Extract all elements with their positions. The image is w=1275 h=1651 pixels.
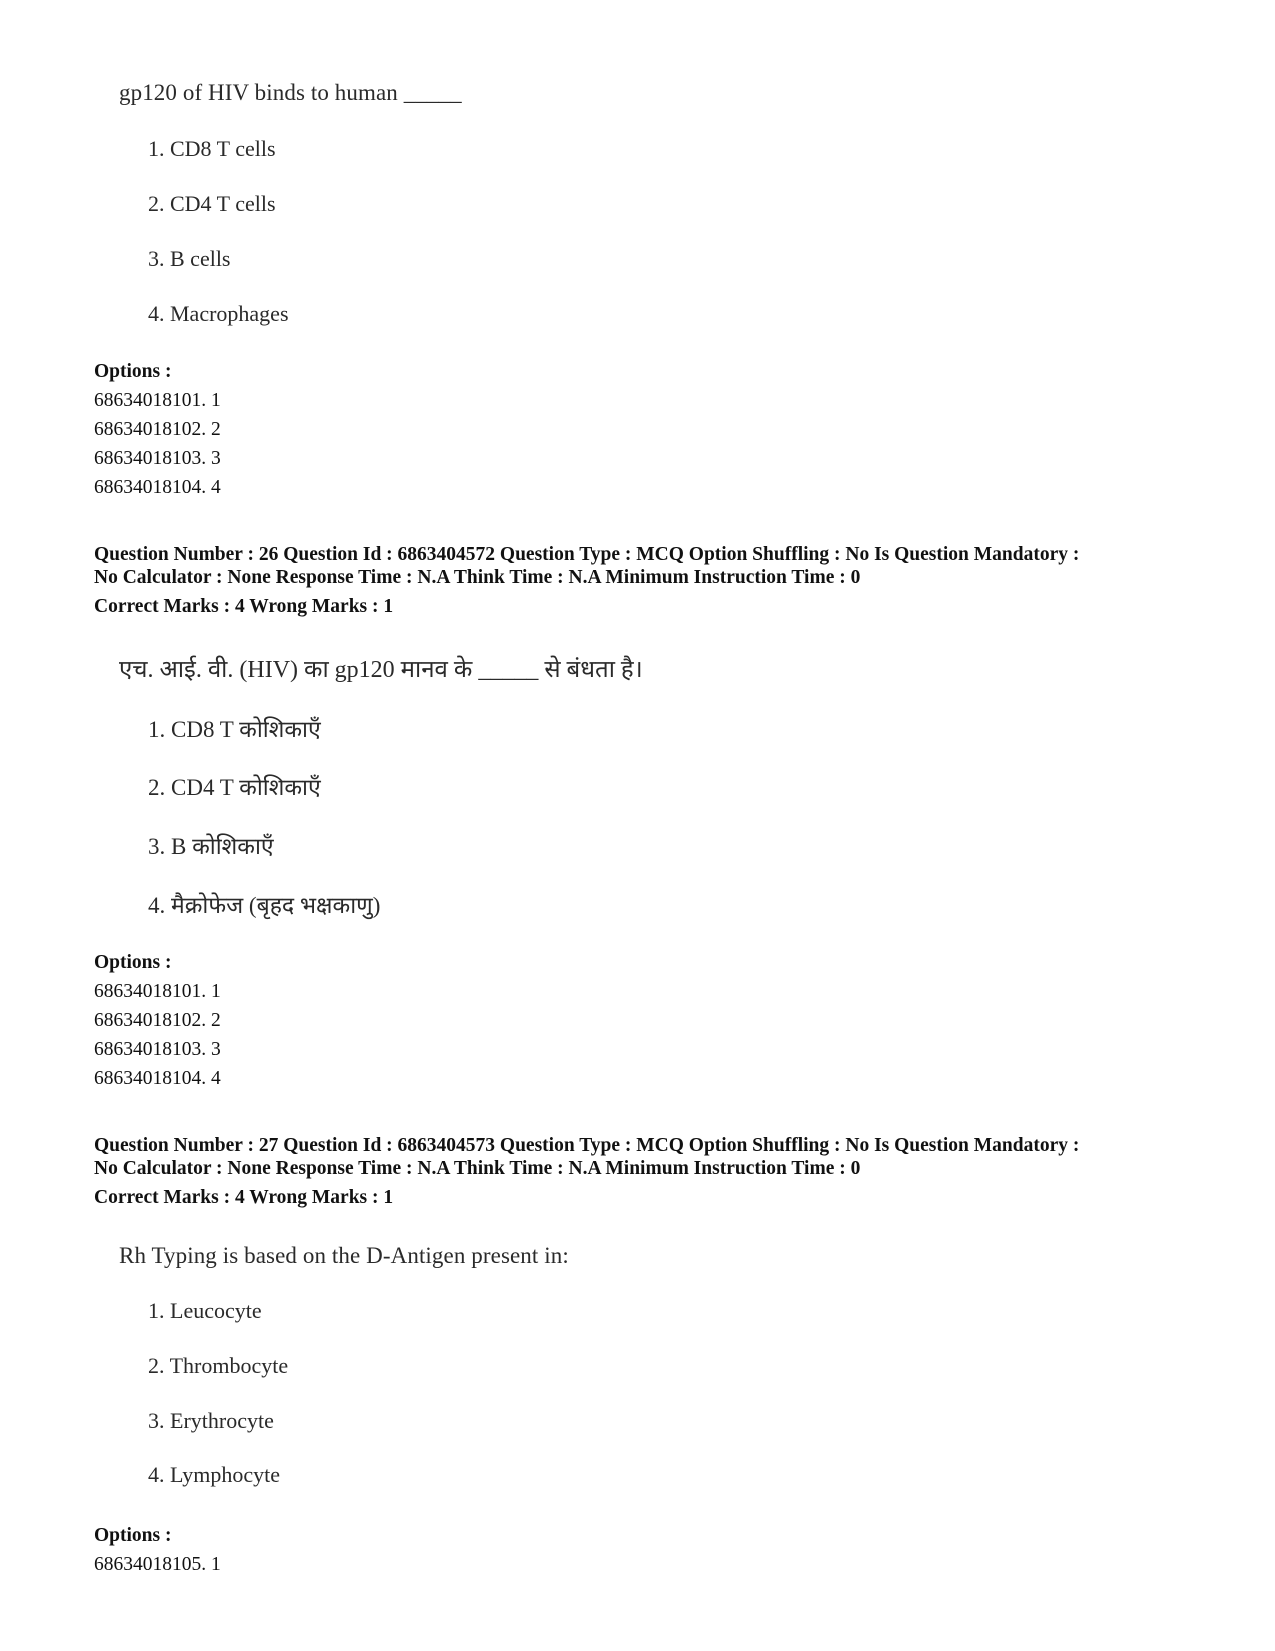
question-25-option-3: 68634018103. 3	[94, 448, 221, 469]
question-26-choice-3: 3. B कोशिकाएँ	[148, 834, 274, 859]
question-27-stem: Rh Typing is based on the D-Antigen present in:	[119, 1243, 569, 1268]
question-27-choice-4: 4. Lymphocyte	[148, 1462, 280, 1487]
question-25-choice-3: 3. B cells	[148, 246, 231, 271]
question-25-option-2: 68634018102. 2	[94, 419, 221, 440]
question-27-option-1: 68634018105. 1	[94, 1554, 221, 1575]
question-26-option-2: 68634018102. 2	[94, 1010, 221, 1031]
question-27-meta-line-1: Question Number : 27 Question Id : 6863404573 Question Type : MCQ Option Shuffling : No Is Question Mandatory :	[94, 1135, 1080, 1156]
question-27-choice-1: 1. Leucocyte	[148, 1298, 262, 1323]
question-25-option-1: 68634018101. 1	[94, 390, 221, 411]
question-26-marks: Correct Marks : 4 Wrong Marks : 1	[94, 596, 394, 617]
question-26-option-1: 68634018101. 1	[94, 981, 221, 1002]
question-25-option-4: 68634018104. 4	[94, 477, 221, 498]
question-25-choice-1: 1. CD8 T cells	[148, 136, 276, 161]
question-27-choice-2: 2. Thrombocyte	[148, 1353, 289, 1378]
question-26-option-4: 68634018104. 4	[94, 1068, 221, 1089]
question-27-meta-line-2: No Calculator : None Response Time : N.A Think Time : N.A Minimum Instruction Time : 0	[94, 1158, 861, 1179]
question-27-choice-3: 3. Erythrocyte	[148, 1408, 274, 1433]
question-26-meta-line-1: Question Number : 26 Question Id : 6863404572 Question Type : MCQ Option Shuffling : No Is Question Mandatory :	[94, 544, 1080, 565]
question-25-stem: gp120 of HIV binds to human _____	[119, 80, 462, 105]
question-25-choice-2: 2. CD4 T cells	[148, 191, 276, 216]
question-26-choice-2: 2. CD4 T कोशिकाएँ	[148, 775, 321, 800]
question-26-option-3: 68634018103. 3	[94, 1039, 221, 1060]
question-27-options-label: Options :	[94, 1525, 172, 1546]
question-26-options-label: Options :	[94, 952, 172, 973]
question-25-choice-4: 4. Macrophages	[148, 301, 289, 326]
question-26-choice-1: 1. CD8 T कोशिकाएँ	[148, 717, 321, 742]
question-26-choice-4: 4. मैक्रोफेज (बृहद भक्षकाणु)	[148, 893, 381, 918]
question-26-stem: एच. आई. वी. (HIV) का gp120 मानव के _____ से बंधता है।	[119, 657, 643, 683]
question-25-options-label: Options :	[94, 361, 172, 382]
question-27-marks: Correct Marks : 4 Wrong Marks : 1	[94, 1187, 394, 1208]
question-26-meta-line-2: No Calculator : None Response Time : N.A Think Time : N.A Minimum Instruction Time : 0	[94, 567, 861, 588]
